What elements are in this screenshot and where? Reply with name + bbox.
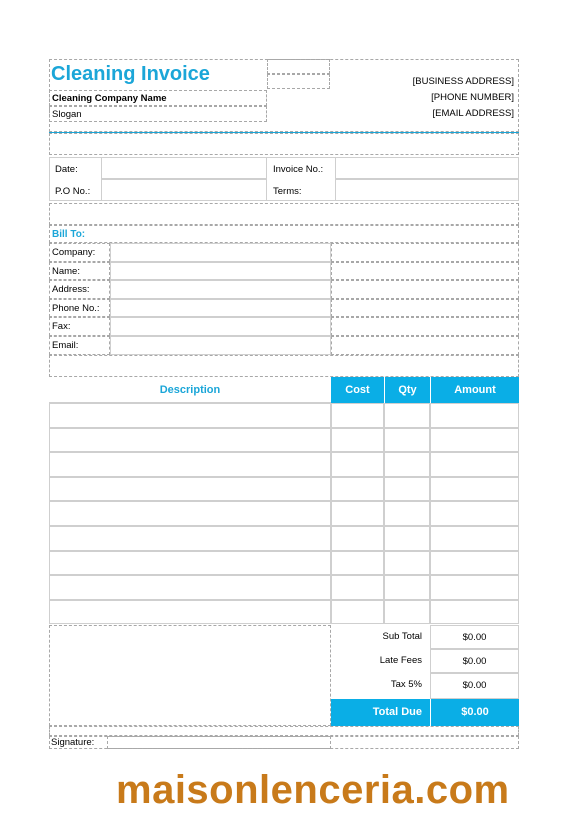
bill-to-label: Name: <box>49 262 110 281</box>
item-amount-cell[interactable] <box>430 428 519 453</box>
signature-field[interactable] <box>107 736 331 749</box>
description-header: Description <box>49 377 331 403</box>
item-cost-cell[interactable] <box>331 477 384 502</box>
bill-to-field[interactable] <box>110 336 331 355</box>
sub-total-label: Sub Total <box>382 631 422 642</box>
bill-to-field[interactable] <box>110 299 331 318</box>
item-qty-cell[interactable] <box>384 428 430 453</box>
sub-total-value: $0.00 <box>430 625 519 649</box>
item-amount-cell[interactable] <box>430 600 519 625</box>
item-amount-cell[interactable] <box>430 477 519 502</box>
cost-header: Cost <box>331 377 384 403</box>
total-due-value: $0.00 <box>430 699 519 726</box>
spacer-row <box>49 133 519 155</box>
date-field[interactable] <box>101 157 267 179</box>
item-qty-cell[interactable] <box>384 452 430 477</box>
spacer-row <box>49 726 519 736</box>
signature-label: Signature: <box>51 737 95 748</box>
item-description-cell[interactable] <box>49 501 331 526</box>
item-cost-cell[interactable] <box>331 575 384 600</box>
item-description-cell[interactable] <box>49 428 331 453</box>
terms-field[interactable] <box>335 179 519 201</box>
qty-header: Qty <box>384 377 430 403</box>
item-amount-cell[interactable] <box>430 575 519 600</box>
item-qty-cell[interactable] <box>384 477 430 502</box>
terms-label: Terms: <box>273 186 302 197</box>
item-amount-cell[interactable] <box>430 501 519 526</box>
item-description-cell[interactable] <box>49 600 331 625</box>
item-amount-cell[interactable] <box>430 403 519 428</box>
amount-header: Amount <box>430 377 519 403</box>
bill-to-label: Fax: <box>49 317 110 336</box>
bill-to-field[interactable] <box>110 280 331 299</box>
tax-value: $0.00 <box>430 673 519 699</box>
totals-left-area <box>49 625 331 726</box>
bill-to-spacer <box>331 262 519 281</box>
late-fees-value[interactable]: $0.00 <box>430 649 519 673</box>
bill-to-heading: Bill To: <box>49 225 519 243</box>
invoice-no-label: Invoice No.: <box>273 164 324 175</box>
item-amount-cell[interactable] <box>430 551 519 576</box>
total-due-label: Total Due <box>331 699 430 726</box>
header-cell <box>267 59 330 74</box>
item-qty-cell[interactable] <box>384 526 430 551</box>
item-description-cell[interactable] <box>49 477 331 502</box>
po-field[interactable] <box>101 179 267 201</box>
slogan[interactable]: Slogan <box>49 106 267 122</box>
bill-to-label: Email: <box>49 336 110 355</box>
item-amount-cell[interactable] <box>430 452 519 477</box>
item-cost-cell[interactable] <box>331 452 384 477</box>
item-description-cell[interactable] <box>49 403 331 428</box>
item-amount-cell[interactable] <box>430 526 519 551</box>
phone-number[interactable]: [PHONE NUMBER] <box>431 92 514 103</box>
bill-to-label: Address: <box>49 280 110 299</box>
item-description-cell[interactable] <box>49 551 331 576</box>
item-description-cell[interactable] <box>49 575 331 600</box>
item-description-cell[interactable] <box>49 526 331 551</box>
invoice-title: Cleaning Invoice <box>51 63 210 85</box>
company-name[interactable]: Cleaning Company Name <box>49 90 267 106</box>
item-cost-cell[interactable] <box>331 501 384 526</box>
bill-to-field[interactable] <box>110 317 331 336</box>
spacer-row <box>49 203 519 225</box>
item-qty-cell[interactable] <box>384 600 430 625</box>
item-cost-cell[interactable] <box>331 428 384 453</box>
bill-to-spacer <box>331 317 519 336</box>
bill-to-spacer <box>331 243 519 262</box>
item-cost-cell[interactable] <box>331 526 384 551</box>
bill-to-label: Company: <box>49 243 110 262</box>
bill-to-spacer <box>331 336 519 355</box>
watermark-text: maisonlenceria.com <box>116 768 510 812</box>
bill-to-field[interactable] <box>110 262 331 281</box>
late-fees-label: Late Fees <box>379 655 422 666</box>
item-cost-cell[interactable] <box>331 551 384 576</box>
item-qty-cell[interactable] <box>384 403 430 428</box>
business-address[interactable]: [BUSINESS ADDRESS] <box>412 76 514 87</box>
bill-to-spacer <box>331 280 519 299</box>
bill-to-field[interactable] <box>110 243 331 262</box>
invoice-sheet <box>49 59 519 750</box>
bill-to-spacer <box>331 299 519 318</box>
invoice-no-field[interactable] <box>335 157 519 179</box>
po-label: P.O No.: <box>55 186 91 197</box>
item-qty-cell[interactable] <box>384 551 430 576</box>
item-cost-cell[interactable] <box>331 403 384 428</box>
item-qty-cell[interactable] <box>384 501 430 526</box>
email-address[interactable]: [EMAIL ADDRESS] <box>432 108 514 119</box>
date-label: Date: <box>55 164 78 175</box>
tax-label: Tax 5% <box>390 679 422 690</box>
spacer-row <box>49 355 519 377</box>
item-qty-cell[interactable] <box>384 575 430 600</box>
item-cost-cell[interactable] <box>331 600 384 625</box>
bill-to-label: Phone No.: <box>49 299 110 318</box>
item-description-cell[interactable] <box>49 452 331 477</box>
header-cell <box>267 74 330 89</box>
